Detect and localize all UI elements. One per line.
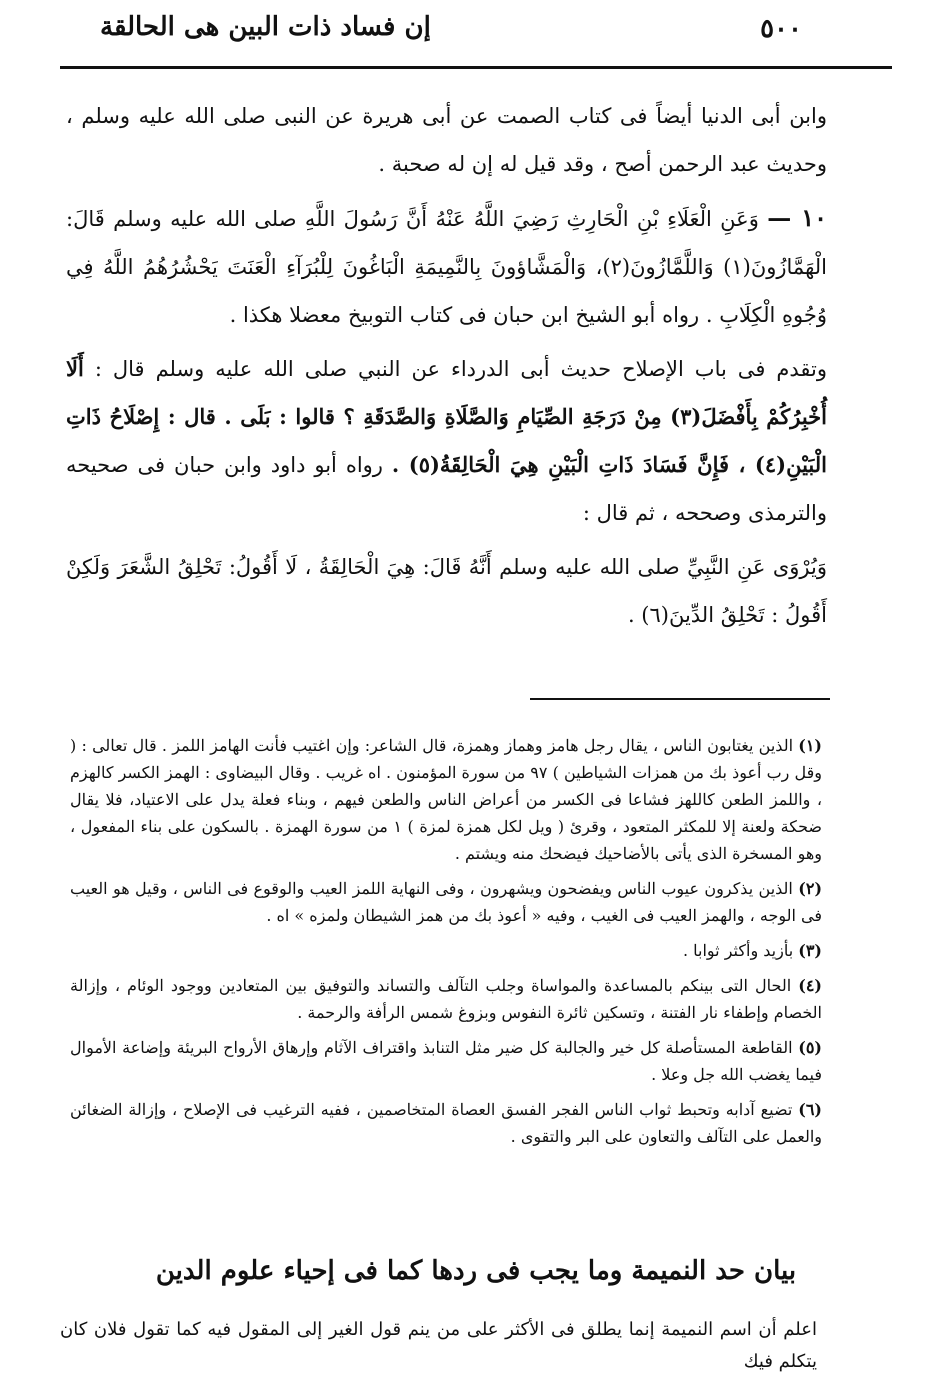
main-text xyxy=(66,92,827,645)
paragraph-1: وابن أبى الدنيا أيضاً فى كتاب الصمت عن أبى هريرة عن النبى صلى الله عليه وسلم ، وحديث عبد الرحمن أصح ، وقد قيل له إن له صحبة . xyxy=(66,104,827,176)
header-divider xyxy=(60,66,892,69)
section-text: اعلم أن اسم النميمة إنما يطلق فى الأكثر على من ينم قول الغير إلى المقول فيه كما تقول فلان كان يتكلم فيك xyxy=(60,1319,817,1372)
footnote-text: الذين يذكرون عيوب الناس ويفضحون ويشهرون ، وفى النهاية اللمز العيب والوقوع فى الناس ، وقيل هو العيب فى الوجه ، والهمز العيب فى الغيب ، وفيه « أعوذ بك من همز الشيطان ولمزه » اه . xyxy=(70,879,822,925)
hadith-text: وَعَنِ الْعَلَاءِ بْنِ الْحَارِثِ رَضِيَ اللَّهُ عَنْهُ أَنَّ رَسُولَ اللَّهِ صلى الله عليه وسلم قَالَ: الْهَمَّازُونَ(١) وَاللَّمَّازُونَ(٢)، وَالْمَشَّاؤونَ بِالنَّمِيمَةِ الْبَاغُونَ لِلْبُرَآءِ الْعَنَتَ يَحْشُرُهُمُ اللَّهُ فِي وُجُوهِ الْكِلَابِ . رواه أبو الشيخ ابن حبان فى كتاب التوبيخ معضلا هكذا . xyxy=(66,207,827,327)
paragraph-3-end: رواه أبو داود وابن حبان فى صحيحه والترمذى وصححه ، ثم قال : xyxy=(66,453,827,525)
footnote-number: (٦) xyxy=(798,1100,822,1119)
page-number: ٥٠٠ xyxy=(760,14,802,44)
footnote-text: الحال التى بينكم بالمساعدة والمواساة وجلب التآلف والتساند والتوفيق بين المتعادين ووجود الوئام ، وإزالة الخصام وإطفاء نار الفتنة ، وتسكين ثائرة النفوس وبزوغ شمس الرأفة والرحمة . xyxy=(70,976,822,1022)
footnote-number: (٣) xyxy=(798,941,822,960)
footnote-6 xyxy=(70,1096,822,1150)
footnotes xyxy=(70,732,822,1158)
hadith-number: ١٠ — xyxy=(767,203,827,232)
section-heading: بيان حد النميمة وما يجب فى ردها كما فى إحياء علوم الدين xyxy=(155,1256,797,1286)
footnote-1 xyxy=(70,732,822,867)
running-title: إن فساد ذات البين هى الحالقة xyxy=(100,12,431,42)
paragraph-3 xyxy=(66,345,827,537)
paragraph-3-intro: وتقدم فى باب الإصلاح حديث أبى الدرداء عن النبي صلى الله عليه وسلم قال : xyxy=(94,357,827,381)
footnote-2 xyxy=(70,875,822,929)
footnote-text: القاطعة المستأصلة كل خير والجالبة كل ضير مثل التنابذ واقتراف الآثام وإرهاق الأرواح البريئة وإضاعة الأموال فيما يغضب الله جل وعلا . xyxy=(70,1038,822,1084)
footnote-number: (٤) xyxy=(798,976,822,995)
footnote-text: الذين يغتابون الناس ، يقال رجل هامز وهماز وهمزة، قال الشاعر: وإن اغتيب فأنت الهامز اللمز . قال تعالى : ( وقل رب أعوذ بك من همزات الشياطين ) ٩٧ من سورة المؤمنون . اه غريب . وقال البيضاوى : الهمز الكسر كالهزم ، واللمز الطعن كاللهز فشاعا فى الكسر من أعراض الناس والطعن فيهم ، وبناء فعلة يدل على الاعتياد، فلا يقال ضحكة ولعنة إلا للمكثر المتعود ، وقرئ ( ويل لكل همزة لمزة ) ١ من سورة الهمزة . بالسكون على بناء المفعول ، وهو المسخرة الذى يأتى بالأضاحيك فيضحك منه ويشتم . xyxy=(70,736,823,863)
footnote-4 xyxy=(70,972,822,1026)
footnote-text: بأزيد وأكثر ثوابا . xyxy=(682,941,794,960)
footnote-3 xyxy=(70,937,822,964)
footnote-divider xyxy=(530,698,830,700)
footnote-text: تضيع آدابه وتحبط ثواب الناس الفجر الفسق العصاة المتخاصمين ، ففيه الترغيب فى الإصلاح ، وإزالة الضغائن والعمل على التآلف والتعاون على البر والتقوى . xyxy=(70,1100,822,1146)
footnote-5 xyxy=(70,1034,822,1088)
paragraph-hadith-10 xyxy=(66,194,827,339)
page-header xyxy=(60,10,892,54)
footnote-number: (٢) xyxy=(798,879,823,898)
footnote-number: (٥) xyxy=(798,1038,822,1057)
footnote-number: (١) xyxy=(798,736,822,755)
paragraph-3-quote: أَلَا أُخْبِرُكُمْ بِأَفْضَلَ(٣) مِنْ دَرَجَةِ الصِّيَامِ وَالصَّلَاةِ وَالصَّدَقَةِ ؟ قالوا : بَلَى . قال : إِصْلَاحُ ذَاتِ الْبَيْنِ(٤) ، فَإِنَّ فَسَادَ ذَاتِ الْبَيْنِ هِيَ الْحَالِقَةُ(٥) . xyxy=(66,356,827,477)
paragraph-4: وَيُرْوَى عَنِ النَّبِيِّ صلى الله عليه وسلم أَنَّهُ قَالَ: هِيَ الْحَالِقَةُ ، لَا أَقُولُ: تَحْلِقُ الشَّعَرَ وَلَكِنْ أَقُولُ : تَحْلِقُ الدِّينَ(٦) . xyxy=(66,555,827,627)
